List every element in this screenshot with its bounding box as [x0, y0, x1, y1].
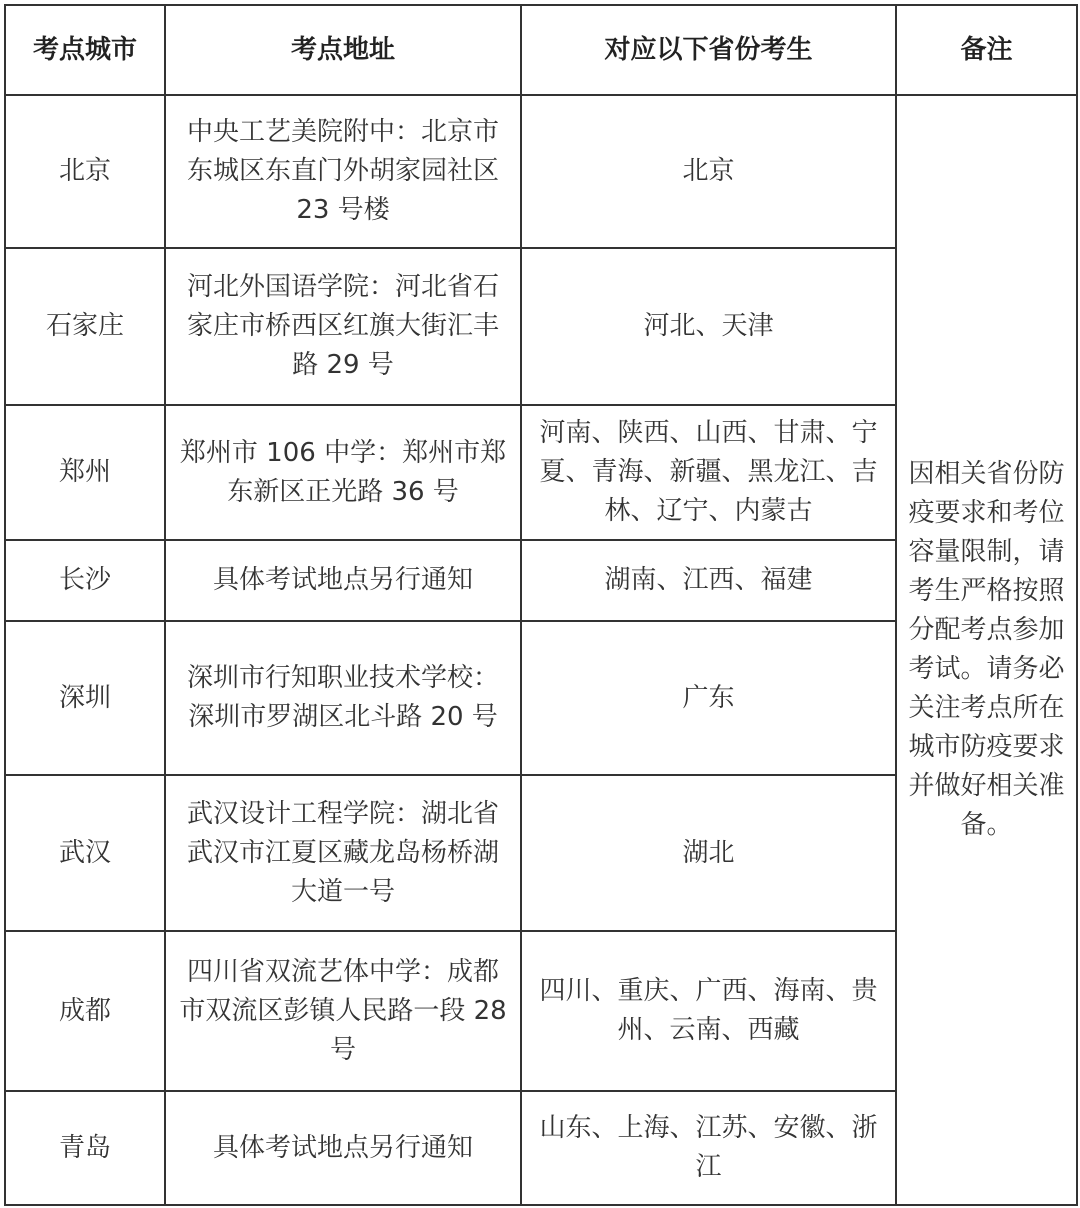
- address-cell: 郑州市 106 中学：郑州市郑东新区正光路 36 号: [165, 405, 521, 540]
- city-cell: 成都: [5, 931, 165, 1091]
- provinces-cell: 北京: [521, 95, 896, 248]
- provinces-cell: 山东、上海、江苏、安徽、浙江: [521, 1091, 896, 1205]
- address-cell: 具体考试地点另行通知: [165, 540, 521, 621]
- table-row: [5, 95, 1077, 248]
- header-provinces: 对应以下省份考生: [521, 5, 896, 95]
- city-cell: 郑州: [5, 405, 165, 540]
- city-cell: 武汉: [5, 775, 165, 931]
- city-cell: 北京: [5, 95, 165, 248]
- address-cell: 四川省双流艺体中学：成都市双流区彭镇人民路一段 28 号: [165, 931, 521, 1091]
- table-header-row: [5, 5, 1077, 95]
- exam-sites-table: [4, 4, 1078, 1206]
- provinces-cell: 湖北: [521, 775, 896, 931]
- address-cell: 中央工艺美院附中：北京市东城区东直门外胡家园社区 23 号楼: [165, 95, 521, 248]
- header-city: 考点城市: [5, 5, 165, 95]
- note-cell: 因相关省份防疫要求和考位容量限制，请考生严格按照分配考点参加考试。请务必关注考点所在城市防疫要求并做好相关准备。: [896, 95, 1077, 1205]
- city-cell: 长沙: [5, 540, 165, 621]
- provinces-cell: 四川、重庆、广西、海南、贵州、云南、西藏: [521, 931, 896, 1091]
- address-cell: 具体考试地点另行通知: [165, 1091, 521, 1205]
- header-address: 考点地址: [165, 5, 521, 95]
- header-note: 备注: [896, 5, 1077, 95]
- address-cell: 武汉设计工程学院：湖北省武汉市江夏区藏龙岛杨桥湖大道一号: [165, 775, 521, 931]
- provinces-cell: 河北、天津: [521, 248, 896, 405]
- city-cell: 石家庄: [5, 248, 165, 405]
- provinces-cell: 广东: [521, 621, 896, 775]
- provinces-cell: 湖南、江西、福建: [521, 540, 896, 621]
- address-cell: 深圳市行知职业技术学校：深圳市罗湖区北斗路 20 号: [165, 621, 521, 775]
- provinces-cell: 河南、陕西、山西、甘肃、宁夏、青海、新疆、黑龙江、吉林、辽宁、内蒙古: [521, 405, 896, 540]
- address-cell: 河北外国语学院：河北省石家庄市桥西区红旗大街汇丰路 29 号: [165, 248, 521, 405]
- city-cell: 青岛: [5, 1091, 165, 1205]
- city-cell: 深圳: [5, 621, 165, 775]
